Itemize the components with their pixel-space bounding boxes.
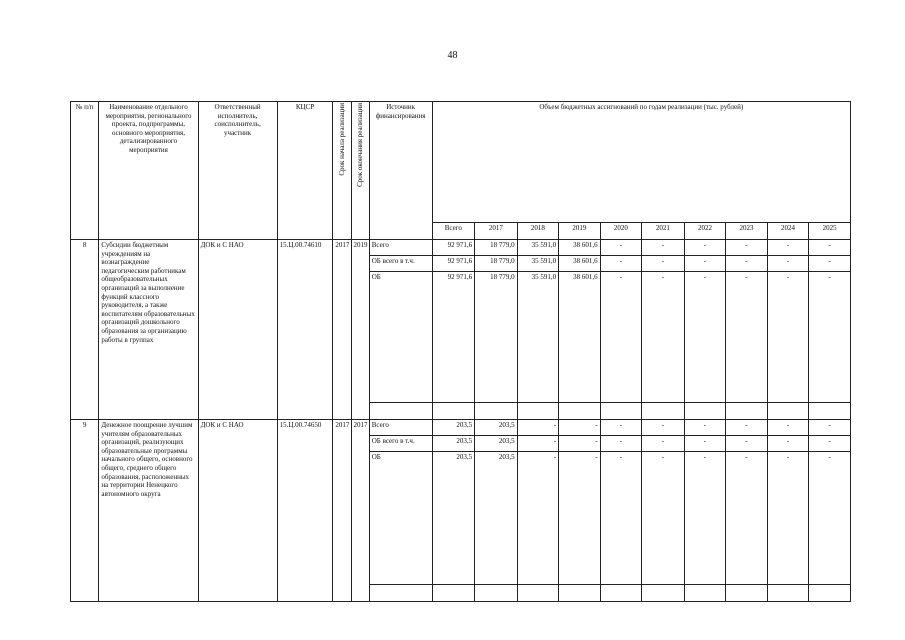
value-cell: - (642, 272, 685, 403)
row-responsible: ДОК и С НАО (198, 240, 277, 420)
empty-cell (559, 403, 601, 420)
header-row (71, 102, 851, 223)
row-source: ОБ (369, 452, 432, 585)
value-cell: 18 779,0 (475, 240, 518, 256)
row-start: 2017 (333, 420, 351, 602)
value-cell: 203,5 (432, 420, 475, 436)
value-cell: - (684, 240, 726, 256)
empty-cell (809, 585, 851, 602)
value-cell: - (642, 240, 685, 256)
header-start: Срок начала реализации (333, 102, 351, 240)
value-cell: - (767, 452, 809, 585)
value-cell: - (642, 420, 685, 436)
page-number: 48 (447, 50, 458, 61)
value-cell: - (642, 436, 685, 452)
empty-cell (432, 403, 475, 420)
row-name: Денежное поощрение лучшим учителям образовательных организаций, реализующих образовательные программы начального общего, основного общего, среднего общего образования, расположенных на территории Ненецкого автономного округа (99, 420, 198, 602)
value-cell: - (684, 420, 726, 436)
row-source: ОБ всего в т.ч. (369, 256, 432, 272)
empty-cell (809, 403, 851, 420)
empty-cell (517, 585, 559, 602)
empty-cell (767, 585, 809, 602)
row-source: Всего (369, 420, 432, 436)
value-cell: 92 971,6 (432, 240, 475, 256)
row-source: ОБ (369, 272, 432, 403)
row-number: 8 (71, 240, 99, 420)
value-cell: - (600, 436, 642, 452)
empty-cell (726, 403, 768, 420)
value-cell: - (559, 420, 601, 436)
year-header: 2024 (767, 223, 809, 240)
value-cell: - (809, 452, 851, 585)
empty-cell (475, 403, 518, 420)
value-cell: - (600, 452, 642, 585)
value-cell: - (809, 240, 851, 256)
value-cell: 35 591,0 (517, 240, 559, 256)
value-cell: - (642, 256, 685, 272)
value-cell: - (809, 272, 851, 403)
value-cell: - (767, 240, 809, 256)
empty-cell (684, 403, 726, 420)
year-header: 2025 (809, 223, 851, 240)
row-kcsr: 15.Ц.00.74650 (277, 420, 333, 602)
value-cell: 38 601,6 (559, 272, 601, 403)
value-cell: 92 971,6 (432, 256, 475, 272)
value-cell: 35 591,0 (517, 256, 559, 272)
value-cell: - (517, 436, 559, 452)
budget-table (70, 101, 851, 602)
value-cell: - (559, 436, 601, 452)
value-cell: 203,5 (432, 436, 475, 452)
value-cell: 18 779,0 (475, 256, 518, 272)
year-header: 2022 (684, 223, 726, 240)
empty-cell (767, 403, 809, 420)
value-cell: - (767, 256, 809, 272)
value-cell: - (517, 452, 559, 585)
value-cell: - (767, 272, 809, 403)
year-header: Всего (432, 223, 475, 240)
value-cell: - (767, 420, 809, 436)
value-cell: - (809, 436, 851, 452)
table-row (71, 420, 851, 436)
empty-cell (475, 585, 518, 602)
value-cell: - (726, 272, 768, 403)
year-header: 2020 (600, 223, 642, 240)
year-header: 2019 (559, 223, 601, 240)
value-cell: - (600, 256, 642, 272)
value-cell: - (726, 436, 768, 452)
value-cell: - (726, 420, 768, 436)
empty-cell (600, 585, 642, 602)
value-cell: - (684, 436, 726, 452)
row-end: 2019 (351, 240, 369, 420)
value-cell: - (767, 436, 809, 452)
value-cell: - (809, 420, 851, 436)
row-number: 9 (71, 420, 99, 602)
value-cell: - (559, 452, 601, 585)
value-cell: - (726, 452, 768, 585)
value-cell: - (600, 272, 642, 403)
table-row (71, 240, 851, 256)
empty-cell (559, 585, 601, 602)
value-cell: 203,5 (475, 420, 518, 436)
year-header: 2021 (642, 223, 685, 240)
header-end: Срок окончания реализации (351, 102, 369, 240)
value-cell: - (642, 452, 685, 585)
row-end: 2017 (351, 420, 369, 602)
row-source: ОБ всего в т.ч. (369, 436, 432, 452)
value-cell: 203,5 (432, 452, 475, 585)
value-cell: 92 971,6 (432, 272, 475, 403)
header-name: Наименование отдельного мероприятия, регионального проекта, подпрограммы, основного мероприятия, детализированного мероприятия (99, 102, 198, 240)
empty-cell (642, 585, 685, 602)
header-responsible: Ответственный исполнитель, соисполнитель, участник (198, 102, 277, 240)
value-cell: 203,5 (475, 436, 518, 452)
header-source: Источник финансирования (369, 102, 432, 240)
row-kcsr: 15.Ц.00.74610 (277, 240, 333, 420)
value-cell: - (809, 256, 851, 272)
row-responsible: ДОК и С НАО (198, 420, 277, 602)
empty-cell (684, 585, 726, 602)
value-cell: - (684, 256, 726, 272)
value-cell: - (726, 256, 768, 272)
value-cell: - (517, 420, 559, 436)
header-no: № п/п (71, 102, 99, 240)
header-volume: Объем бюджетных ассигнований по годам реализации (тыс. рублей) (432, 102, 850, 223)
header-kcsr: КЦСР (277, 102, 333, 240)
row-name: Субсидии бюджетным учреждениям на вознаграждение педагогическим работникам общеобразовательных организаций за выполнение функций классного руководителя, а также воспитателям образовательных организаций дошкольного образования за организацию работы в группах (99, 240, 198, 420)
year-header: 2018 (517, 223, 559, 240)
value-cell: - (684, 272, 726, 403)
row-source: Всего (369, 240, 432, 256)
row-start: 2017 (333, 240, 351, 420)
empty-cell (517, 403, 559, 420)
empty-cell (432, 585, 475, 602)
value-cell: 38 601,6 (559, 240, 601, 256)
empty-cell (642, 403, 685, 420)
year-header: 2023 (726, 223, 768, 240)
empty-cell (369, 403, 432, 420)
empty-cell (726, 585, 768, 602)
empty-cell (600, 403, 642, 420)
value-cell: 35 591,0 (517, 272, 559, 403)
value-cell: 18 779,0 (475, 272, 518, 403)
year-header: 2017 (475, 223, 518, 240)
value-cell: - (684, 452, 726, 585)
value-cell: - (726, 240, 768, 256)
value-cell: - (600, 420, 642, 436)
value-cell: 203,5 (475, 452, 518, 585)
value-cell: - (600, 240, 642, 256)
empty-cell (369, 585, 432, 602)
value-cell: 38 601,6 (559, 256, 601, 272)
